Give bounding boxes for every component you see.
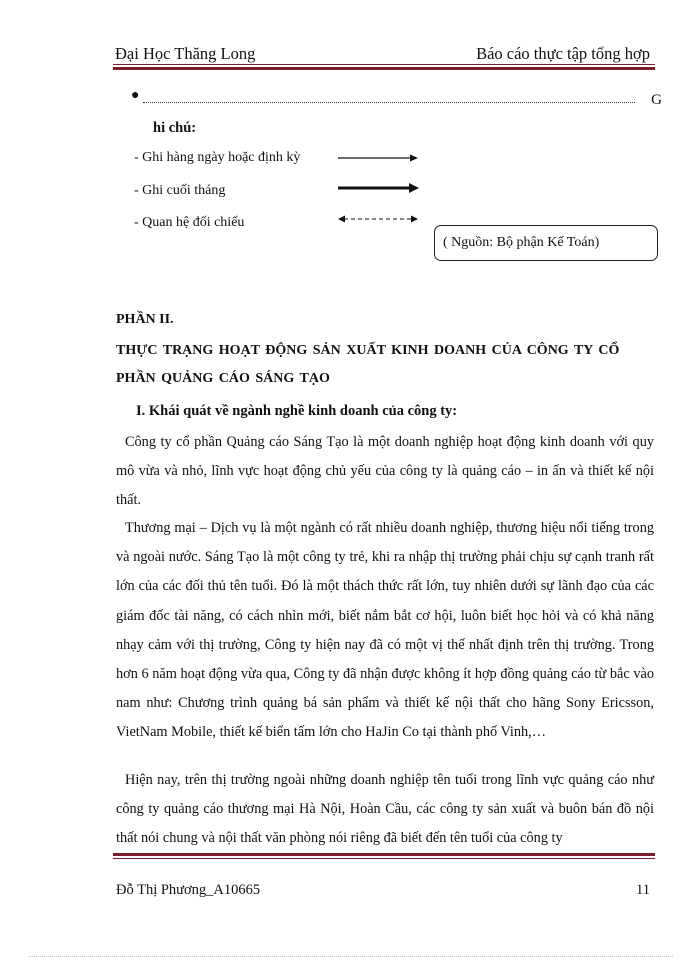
dashed-double-arrow-icon bbox=[336, 211, 426, 227]
thick-arrow-icon bbox=[336, 180, 426, 196]
footer-rule-thick bbox=[113, 853, 655, 856]
bullet-dot-icon: ● bbox=[131, 88, 140, 103]
footer-author: Đỗ Thị Phương_A10665 bbox=[116, 882, 261, 898]
part-title-line-1: THỰC TRẠNG HOẠT ĐỘNG SẢN XUẤT KINH DOANH CỦA CÔNG TY CỔ bbox=[116, 343, 620, 358]
legend-item-reconcile: - Quan hệ đối chiếu bbox=[134, 215, 245, 230]
page-bottom-edge bbox=[28, 956, 673, 957]
source-note-box: ( Nguồn: Bộ phận Kế Toán) bbox=[434, 225, 658, 261]
legend-item-daily: - Ghi hàng ngày hoặc định kỳ bbox=[134, 150, 301, 165]
thin-arrow-icon bbox=[336, 150, 426, 166]
toc-bullet-line bbox=[131, 90, 662, 110]
header-rule-thick bbox=[113, 67, 655, 70]
part-label: PHẦN II. bbox=[116, 312, 174, 327]
footer-rule-thin bbox=[113, 858, 655, 859]
legend-item-monthly: - Ghi cuối tháng bbox=[134, 183, 226, 198]
body-paragraph-1: Công ty cổ phần Quảng cáo Sáng Tạo là một doanh nghiệp hoạt động kinh doanh với quy mô vừa và nhỏ, lĩnh vực hoạt động chủ yếu của công ty là quảng cáo – in ấn và thiết kế nội thất. bbox=[116, 434, 654, 509]
legend-title: hi chú: bbox=[153, 120, 197, 136]
header-school-name: Đại Học Thăng Long bbox=[115, 44, 256, 63]
dotted-leader bbox=[143, 102, 635, 103]
section-heading: I. Khái quát về ngành nghề kinh doanh của công ty: bbox=[136, 403, 458, 419]
body-paragraph-3: Hiện nay, trên thị trường ngoài những doanh nghiệp tên tuổi trong lĩnh vực quảng cáo như công ty quảng cáo thương mại Hà Nội, Hoàn Cầu, các công ty sản xuất và buôn bán đồ nội thất nói chung và nội thất văn phòng nói riêng đã biết đến tên tuổi của công ty bbox=[116, 772, 654, 847]
trailing-char: G bbox=[651, 92, 662, 108]
header-report-title: Báo cáo thực tập tổng hợp bbox=[476, 44, 650, 63]
page-number: 11 bbox=[636, 882, 650, 898]
header-rule-thin bbox=[113, 64, 655, 65]
part-title-line-2: PHẦN QUẢNG CÁO SÁNG TẠO bbox=[116, 371, 330, 386]
body-paragraph-2: Thương mại – Dịch vụ là một ngành có rất nhiều doanh nghiệp, thương hiệu nổi tiếng trong và ngoài nước. Sáng Tạo là một công ty trẻ, khi ra nhập thị trường phải chịu sự cạnh tranh rất lớn của các đối thủ tên tuổi. Đó là một thách thức rất lớn, tuy nhiên dưới sự lãnh đạo của các giám đốc tài năng, có cách nhìn mới, biết nắm bắt cơ hội, luôn biết học hỏi và có khả năng nhạy cảm với thị trường, Công ty hiện nay đã có một vị thế nhất định trên thị trường. Trong hơn 6 năm hoạt động vừa qua, Công ty đã nhận được không ít hợp đồng quảng cáo từ bắc vào nam như: Chương trình quảng bá sản phẩm và thiết kế nội thất cho hãng Sony Ericsson, VietNam Mobile, thiết kế biển tấm lớn cho HaJin Co tại thành phố Vinh,… bbox=[116, 520, 654, 741]
